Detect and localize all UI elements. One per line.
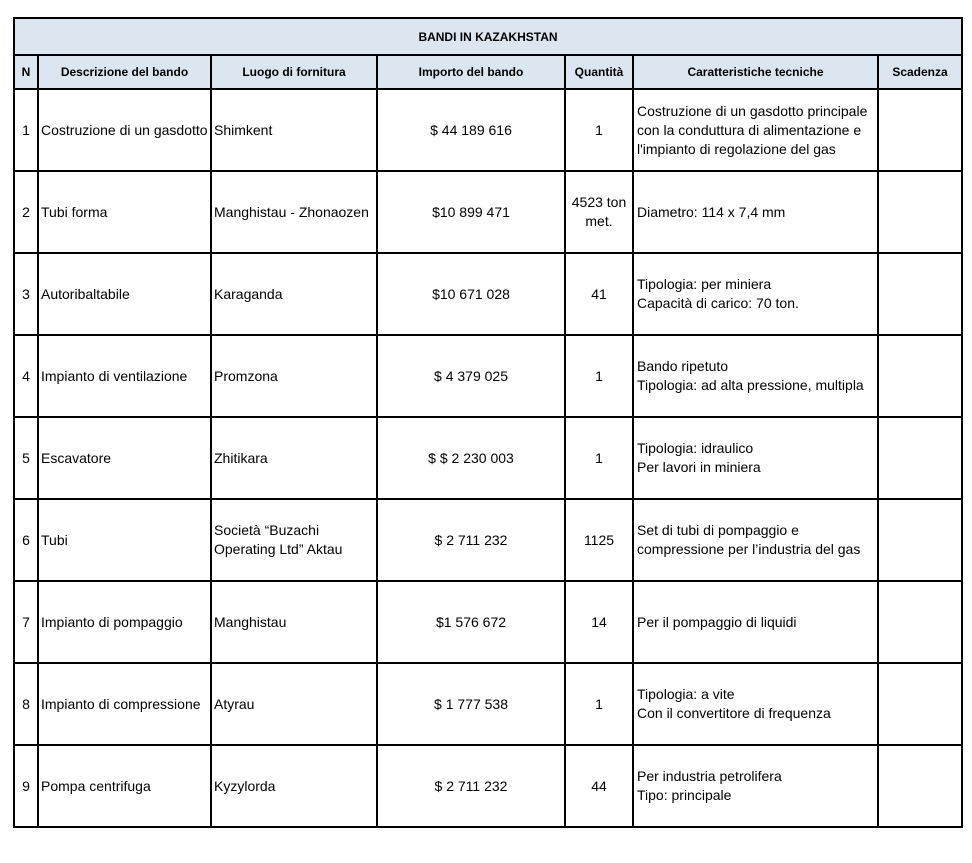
quantity-cell: 1 xyxy=(565,663,633,745)
row-number-cell: 6 xyxy=(14,499,38,581)
specs-line: Per lavori in miniera xyxy=(637,459,761,475)
description-cell: Impianto di compressione xyxy=(38,663,211,745)
row-number-cell: 1 xyxy=(14,89,38,171)
deadline-cell xyxy=(878,417,962,499)
specs-cell xyxy=(633,417,878,499)
description-cell: Escavatore xyxy=(38,417,211,499)
table-row xyxy=(14,253,962,335)
table-title: BANDI IN KAZAKHSTAN xyxy=(14,18,962,55)
location-cell: Manghistau xyxy=(211,581,377,663)
deadline-cell xyxy=(878,745,962,827)
amount-cell: $10 899 471 xyxy=(377,171,565,253)
amount-cell: $ 4 379 025 xyxy=(377,335,565,417)
deadline-cell xyxy=(878,335,962,417)
description-cell: Costruzione di un gasdotto xyxy=(38,89,211,171)
column-header-n: N xyxy=(14,55,38,89)
amount-cell: $ 1 777 538 xyxy=(377,663,565,745)
table-row xyxy=(14,663,962,745)
quantity-cell: 14 xyxy=(565,581,633,663)
specs-line: Bando ripetuto xyxy=(637,358,729,374)
description-cell: Pompa centrifuga xyxy=(38,745,211,827)
amount-cell: $ 2 711 232 xyxy=(377,745,565,827)
table-row xyxy=(14,417,962,499)
location-cell: Kyzylorda xyxy=(211,745,377,827)
row-number-cell: 8 xyxy=(14,663,38,745)
location-cell: Atyrau xyxy=(211,663,377,745)
column-header-scadenza: Scadenza xyxy=(878,55,962,89)
specs-line: Tipologia: idraulico xyxy=(637,440,754,456)
amount-cell: $ 2 711 232 xyxy=(377,499,565,581)
location-cell: Zhitikara xyxy=(211,417,377,499)
specs-line: Set di tubi di pompaggio e compressione per l’industria del gas xyxy=(637,522,861,557)
row-number-cell: 4 xyxy=(14,335,38,417)
specs-line: Capacità di carico: 70 ton. xyxy=(637,295,799,311)
quantity-cell: 41 xyxy=(565,253,633,335)
amount-cell: $ $ 2 230 003 xyxy=(377,417,565,499)
specs-cell xyxy=(633,335,878,417)
row-number-cell: 7 xyxy=(14,581,38,663)
deadline-cell xyxy=(878,253,962,335)
specs-cell xyxy=(633,171,878,253)
column-header-descrizione: Descrizione del bando xyxy=(38,55,211,89)
table-row xyxy=(14,335,962,417)
location-cell: Manghistau - Zhonaozen xyxy=(211,171,377,253)
location-cell: Società “Buzachi Operating Ltd” Aktau xyxy=(211,499,377,581)
table-row xyxy=(14,499,962,581)
deadline-cell xyxy=(878,499,962,581)
deadline-cell xyxy=(878,89,962,171)
specs-cell xyxy=(633,581,878,663)
deadline-cell xyxy=(878,171,962,253)
description-cell: Impianto di pompaggio xyxy=(38,581,211,663)
title-row xyxy=(14,18,962,55)
row-number-cell: 5 xyxy=(14,417,38,499)
quantity-cell: 44 xyxy=(565,745,633,827)
table-row xyxy=(14,745,962,827)
table-row xyxy=(14,171,962,253)
tenders-sheet xyxy=(13,17,963,828)
location-cell: Shimkent xyxy=(211,89,377,171)
header-row xyxy=(14,55,962,89)
description-cell: Autoribaltabile xyxy=(38,253,211,335)
description-cell: Tubi forma xyxy=(38,171,211,253)
specs-cell xyxy=(633,499,878,581)
description-cell: Tubi xyxy=(38,499,211,581)
column-header-quantita: Quantità xyxy=(565,55,633,89)
specs-line: Per il pompaggio di liquidi xyxy=(637,613,797,630)
specs-line: Per industria petrolifera xyxy=(637,768,782,784)
specs-line: Con il convertitore di frequenza xyxy=(637,705,831,721)
location-cell: Promzona xyxy=(211,335,377,417)
specs-cell xyxy=(633,663,878,745)
location-cell: Karaganda xyxy=(211,253,377,335)
row-number-cell: 9 xyxy=(14,745,38,827)
specs-cell xyxy=(633,253,878,335)
table-row xyxy=(14,89,962,171)
specs-line: Tipologia: a vite xyxy=(637,686,735,702)
deadline-cell xyxy=(878,663,962,745)
quantity-cell: 1 xyxy=(565,335,633,417)
quantity-cell: 1125 xyxy=(565,499,633,581)
column-header-caratteristiche: Caratteristiche tecniche xyxy=(633,55,878,89)
table-body xyxy=(14,89,962,827)
specs-cell xyxy=(633,745,878,827)
row-number-cell: 3 xyxy=(14,253,38,335)
amount-cell: $10 671 028 xyxy=(377,253,565,335)
quantity-cell: 4523 ton met. xyxy=(565,171,633,253)
specs-line: Tipologia: ad alta pressione, multipla xyxy=(637,377,864,393)
description-cell: Impianto di ventilazione xyxy=(38,335,211,417)
column-header-luogo: Luogo di fornitura xyxy=(211,55,377,89)
specs-line: Diametro: 114 x 7,4 mm xyxy=(637,203,786,220)
specs-line: Costruzione di un gasdotto principale con la conduttura di alimentazione e l'impianto di regolazione del gas xyxy=(637,102,868,157)
specs-line: Tipologia: per miniera xyxy=(637,276,772,292)
amount-cell: $ 44 189 616 xyxy=(377,89,565,171)
amount-cell: $1 576 672 xyxy=(377,581,565,663)
column-header-importo: Importo del bando xyxy=(377,55,565,89)
deadline-cell xyxy=(878,581,962,663)
row-number-cell: 2 xyxy=(14,171,38,253)
specs-line: Tipo: principale xyxy=(637,787,732,803)
quantity-cell: 1 xyxy=(565,89,633,171)
table-row xyxy=(14,581,962,663)
quantity-cell: 1 xyxy=(565,417,633,499)
tenders-table xyxy=(13,17,963,828)
specs-cell xyxy=(633,89,878,171)
